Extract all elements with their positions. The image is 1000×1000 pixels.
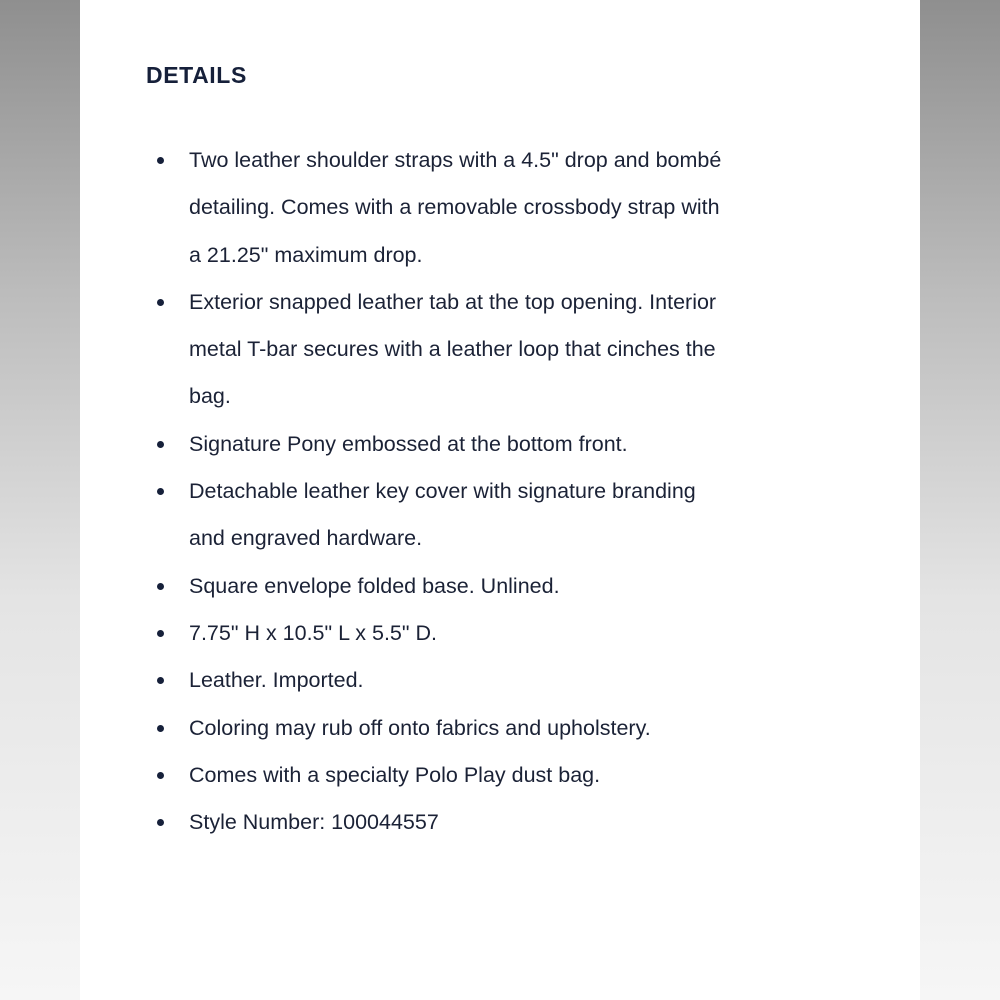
bullet-icon [157, 157, 164, 164]
bullet-icon [157, 677, 164, 684]
details-heading: DETAILS [146, 62, 247, 88]
right-background-strip [920, 0, 1000, 1000]
detail-item-text: Coloring may rub off onto fabrics and upholstery. [189, 715, 651, 740]
detail-item-key-cover [80, 468, 870, 563]
detail-item-text-line-2: and engraved hardware. [189, 526, 423, 551]
bullet-icon [157, 772, 164, 779]
details-panel [80, 0, 920, 1000]
detail-item-text-line-1: Detachable leather key cover with signature branding [189, 479, 696, 504]
detail-item-signature-pony [80, 421, 870, 468]
bullet-icon [157, 819, 164, 826]
detail-item-text: Comes with a specialty Polo Play dust bag. [189, 762, 601, 787]
bullet-icon [157, 583, 164, 590]
detail-item-dimensions [80, 610, 870, 657]
bullet-icon [157, 488, 164, 495]
detail-item-exterior-tab [80, 279, 870, 421]
detail-item-coloring-warning [80, 705, 870, 752]
detail-item-text-line-2: detailing. Comes with a removable crossbody strap with [189, 195, 720, 220]
bullet-icon [157, 441, 164, 448]
detail-item-material [80, 657, 870, 704]
detail-item-text-line-3: bag. [189, 384, 231, 409]
detail-item-text-line-3: a 21.25" maximum drop. [189, 242, 423, 267]
detail-item-shoulder-straps [80, 137, 870, 279]
detail-item-text: Signature Pony embossed at the bottom front. [189, 431, 628, 456]
details-list [80, 137, 870, 846]
detail-item-text: Leather. Imported. [189, 668, 364, 693]
bullet-icon [157, 725, 164, 732]
detail-item-text-line-2: metal T-bar secures with a leather loop that cinches the [189, 337, 716, 362]
detail-item-text: Style Number: 100044557 [189, 810, 439, 835]
left-background-strip [0, 0, 80, 1000]
detail-item-style-number [80, 799, 870, 846]
detail-item-dust-bag [80, 752, 870, 799]
detail-item-text-line-1: Exterior snapped leather tab at the top opening. Interior [189, 289, 717, 314]
bullet-icon [157, 630, 164, 637]
detail-item-text: Square envelope folded base. Unlined. [189, 573, 560, 598]
detail-item-text: 7.75" H x 10.5" L x 5.5" D. [189, 620, 437, 645]
detail-item-base [80, 563, 870, 610]
bullet-icon [157, 299, 164, 306]
detail-item-text-line-1: Two leather shoulder straps with a 4.5" drop and bombé [189, 148, 722, 172]
